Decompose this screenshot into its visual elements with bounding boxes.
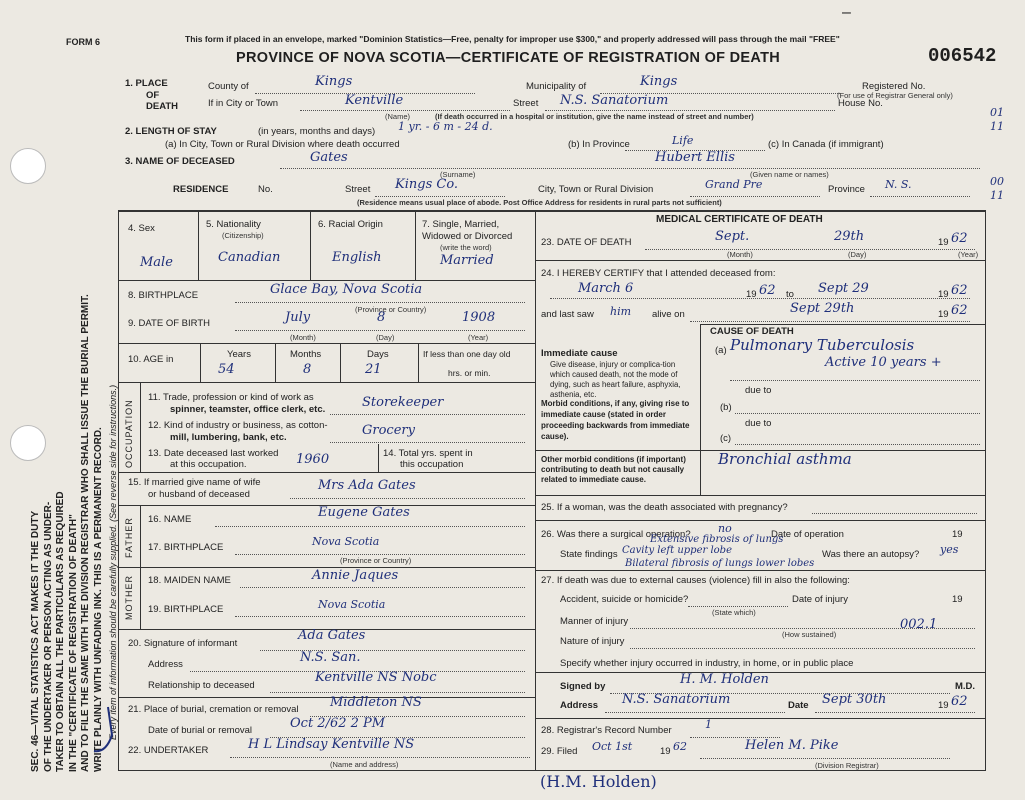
hospital-note: (If death occurred in a hospital or institution, give the name instead of street and number) [435,112,754,121]
age-days-label: Days [367,349,389,360]
attended-to-year: 62 [951,283,968,298]
informant-value: Ada Gates [298,628,366,643]
alive-year-value: 62 [951,303,968,318]
cause-a-line2: Active 10 years + [825,355,942,370]
residence-note: (Residence means usual place of abode. Post Office Address for residents in rural parts not sufficient) [357,198,722,207]
attended-from-year-prefix: 19 [746,289,757,300]
signed-by-label: Signed by [560,681,606,692]
informant-label: 20. Signature of informant [128,638,238,649]
death-month-value: Sept. [715,229,750,244]
father-birthplace-value: Nova Scotia [312,535,380,548]
death-day-caption: (Day) [848,250,867,259]
father-birthplace-label: 17. BIRTHPLACE [148,542,224,553]
industry-value: Grocery [362,423,415,438]
house-no-label: House No. [838,98,883,109]
alive-year-prefix: 19 [938,309,949,320]
length-stay-value: 1 yr. - 6 m - 24 d. [398,120,493,133]
attended-from-year: 62 [759,283,776,298]
surname-caption: (Surname) [440,170,476,179]
residence-city-label: City, Town or Rural Division [538,184,654,195]
street-value: N.S. Sanatorium [560,93,669,108]
side-line-3: TAKER TO OBTAIN ALL THE PARTICULARS AS REQUIRED [55,491,66,772]
dob-month-value: July [285,310,311,325]
municipality-label: Municipality of [526,81,587,92]
registered-no-label: Registered No. [862,81,926,92]
relationship-value: Kentville NS Nobc [315,670,437,685]
cause-title: CAUSE OF DEATH [710,326,794,337]
undertaker-caption: (Name and address) [330,760,399,769]
code-value: 002.1 [900,617,938,632]
filed-year-value: 62 [673,740,687,753]
hrs-min-label: hrs. or min. [448,368,491,378]
burial-place-value: Middleton NS [330,695,422,710]
dob-label: 9. DATE OF BIRTH [128,318,210,329]
cause-a-line1: Pulmonary Tuberculosis [730,336,915,354]
margin-number-4: 11 [990,189,1004,202]
county-value: Kings [315,74,353,89]
marital-value: Married [440,253,494,268]
age-years-value: 54 [218,362,235,377]
racial-label: 6. Racial Origin [318,219,383,230]
date-operation-label: Date of operation [771,529,844,540]
burial-place-label: 21. Place of burial, cremation or removal [128,704,299,715]
findings-line2: Cavity left upper lobe [622,545,732,556]
father-label: FATHER [124,517,134,558]
given-names-value: Hubert Ellis [655,150,735,165]
corner-mark: – [842,4,851,21]
undertaker-value: H L Lindsay Kentville NS [248,737,415,752]
residence-label: RESIDENCE [173,184,229,195]
trade-value: Storekeeper [362,395,444,410]
filed-value: Oct 1st [592,740,633,753]
attended-to-year-prefix: 19 [938,289,949,300]
nationality-value: Canadian [218,250,281,265]
record-number-value: 1 [705,718,712,731]
stay-b-label: (b) In Province [568,139,630,150]
other-morbid-label: Other morbid conditions (if important) contributing to death but not causally related to immediate cause. [541,455,686,484]
wife-label: 15. If married give name of wife [128,477,261,488]
state-findings-label: State findings [560,549,618,560]
death-year-value: 62 [951,231,968,246]
q29-label: 29. Filed [541,746,578,757]
city-town-label: If in City or Town [208,98,279,109]
informant-address-label: Address [148,659,183,670]
dob-year-value: 1908 [462,310,496,325]
father-birthplace-caption: (Province or Country) [340,556,412,565]
total-years-label: 14. Total yrs. spent in [383,448,473,459]
burial-date-label: Date of burial or removal [148,725,253,736]
form-number: FORM 6 [66,37,101,47]
age-months-label: Months [290,349,322,360]
specify-label: Specify whether injury occurred in industry, in home, or in public place [560,658,854,669]
serial-number: 006542 [928,45,997,67]
due-to-2: due to [745,418,772,429]
length-stay-sub: (in years, months and days) [258,126,376,137]
margin-number-3: 00 [990,175,1004,188]
racial-value: English [332,250,382,265]
sex-value: Male [140,255,173,270]
check-mark [86,705,116,755]
cause-b-label: (b) [720,402,732,413]
place-of-label: OF [146,90,160,101]
wife-value: Mrs Ada Gates [318,478,416,493]
side-instructions [30,294,105,772]
mother-birthplace-label: 19. BIRTHPLACE [148,604,224,615]
footnote-handwriting: (H.M. Holden) [540,772,657,791]
side-line-5: AND TO FILE THE SAME WITH THE DIVISION REGISTRAR WHO SHALL ISSUE THE BURIAL PERMIT. [80,294,91,772]
less-than-day-label: If less than one day old [423,349,511,359]
side-line-2: OF THE UNDERTAKER OR PERSON ACTING AS UNDER- [42,501,54,772]
surname-value: Gates [310,150,348,165]
q26-label: 26. Was there a surgical operation? [541,529,691,540]
municipality-value: Kings [640,74,678,89]
state-which-caption: (State which) [712,608,756,617]
due-to-1: due to [745,385,772,396]
page-title: PROVINCE OF NOVA SCOTIA—CERTIFICATE OF REGISTRATION OF DEATH [236,50,781,66]
date-operation-year: 19 [952,529,963,540]
father-name-label: 16. NAME [148,514,192,525]
last-worked-value: 1960 [296,452,330,467]
mother-label: MOTHER [124,575,134,620]
md-label: M.D. [955,681,976,692]
alive-on-value: Sept 29th [790,301,855,316]
industry-label: 12. Kind of industry or business, as cotton- [148,420,328,431]
nationality-label: 5. Nationality [206,219,261,230]
certify-label: 24. I HEREBY CERTIFY that I attended deceased from: [541,268,776,279]
medical-year-prefix: 19 [938,700,949,711]
birthplace-label: 8. BIRTHPLACE [128,290,199,301]
total-years-label-2: this occupation [400,459,464,470]
age-days-value: 21 [365,362,382,377]
punch-hole-top [10,148,46,184]
length-stay-label: 2. LENGTH OF STAY [125,126,217,137]
dob-day-value: 8 [377,310,386,325]
wife-label-2: or husband of deceased [148,489,250,500]
filed-year-prefix: 19 [660,746,671,757]
age-years-label: Years [227,349,251,360]
margin-number-1: 01 [990,106,1004,119]
residence-no-label: No. [258,184,273,195]
city-value: Kentville [345,93,404,108]
father-name-value: Eugene Gates [318,505,410,520]
birthplace-caption: (Province or Country) [355,305,427,314]
autopsy-label: Was there an autopsy? [822,549,920,560]
industry-label-2: mill, lumbering, bank, etc. [170,432,287,443]
residence-province-label: Province [828,184,865,195]
age-months-value: 8 [303,362,312,377]
side-line-4: IN THE "CERTIFICATE OF REGISTRATION OF DEATH" [67,514,79,772]
citizenship-caption: (Citizenship) [222,231,264,240]
side-note: Every item of information should be carefully supplied. (See reverse side for instructions.) [108,384,118,740]
cause-c-label: (c) [720,433,732,444]
last-saw-label: and last saw [541,309,594,320]
name-caption: (Name) [385,112,411,121]
in-province-value: Life [672,134,694,147]
last-saw-pronoun: him [610,305,632,318]
death-year-prefix: 19 [938,237,949,248]
dob-month-caption: (Month) [290,333,316,342]
date-injury-label: Date of injury [792,594,848,605]
given-names-caption: (Given name or names) [750,170,829,179]
morbid-label: Morbid conditions, if any, giving rise to immediate cause (stated in order proceeding backwards from immediate cause). [541,399,690,441]
side-line-6: WRITE PLAINLY WITH UNFADING INK. THIS IS A PERMANENT RECORD. [92,427,104,772]
attended-to-value: Sept 29 [818,281,869,296]
burial-date-value: Oct 2/62 2 PM [290,716,386,731]
other-cause-value: Bronchial asthma [718,450,852,468]
street-label: Street [513,98,539,109]
medical-date-label: Date [788,700,809,711]
q28-label: 28. Registrar's Record Number [541,725,672,736]
undertaker-label: 22. UNDERTAKER [128,745,209,756]
attended-to-label: to [786,289,794,300]
alive-on-label: alive on [652,309,685,320]
informant-address-value: N.S. San. [300,650,361,665]
residence-province-value: N. S. [885,178,912,191]
nature-label: Nature of injury [560,636,625,647]
date-injury-year: 19 [952,594,963,605]
sex-label: 4. Sex [128,223,155,234]
medical-address-label: Address [560,700,599,711]
immediate-cause-label: Immediate cause [541,348,618,359]
occupation-label: OCCUPATION [124,399,134,468]
trade-label-2: spinner, teamster, office clerk, etc. [170,404,326,415]
medical-date-value: Sept 30th [822,692,887,707]
name-deceased-label: 3. NAME OF DECEASED [125,156,235,167]
registrar-value: Helen M. Pike [745,738,839,753]
death-day-value: 29th [834,229,865,244]
mother-maiden-value: Annie Jaques [312,568,399,583]
signed-by-value: H. M. Holden [680,672,769,687]
date-death-label: 23. DATE OF DEATH [541,237,632,248]
birthplace-value: Glace Bay, Nova Scotia [270,282,423,297]
q27-label: 27. If death was due to external causes (violence) fill in also the following: [541,575,850,586]
trade-label: 11. Trade, profession or kind of work as [148,392,314,403]
attended-from-value: March 6 [578,281,634,296]
stay-c-label: (c) In Canada (if immigrant) [768,139,884,150]
how-sustained-caption: (How sustained) [782,630,837,639]
last-worked-label-2: at this occupation. [170,459,247,470]
age-label: 10. AGE in [128,354,174,365]
immediate-cause-sub: Give disease, injury or complica-tion which caused death, not the mode of dying, such as heart failure, asphyxia, asthenia, etc. [550,360,681,399]
dob-year-caption: (Year) [468,333,489,342]
mother-maiden-label: 18. MAIDEN NAME [148,575,231,586]
findings-line1: Extensive fibrosis of lungs [650,534,784,545]
county-label: County of [208,81,249,92]
manner-label: Manner of injury [560,616,629,627]
operation-value: no [718,522,732,535]
division-registrar-caption: (Division Registrar) [815,761,879,770]
findings-line3: Bilateral fibrosis of lungs lower lobes [625,558,815,569]
death-year-caption: (Year) [958,250,979,259]
dob-day-caption: (Day) [376,333,395,342]
cause-a-label: (a) [715,345,727,356]
q25-label: 25. If a woman, was the death associated with pregnancy? [541,502,788,513]
margin-number-2: 11 [990,120,1004,133]
residence-city-value: Grand Pre [705,178,763,191]
death-month-caption: (Month) [727,250,753,259]
medical-address-value: N.S. Sanatorium [622,692,731,707]
registrar-general-note: (For use of Registrar General only) [837,91,953,100]
residence-street-label: Street [345,184,371,195]
write-word-caption: (write the word) [440,243,492,252]
death-label: DEATH [146,101,179,112]
last-worked-label: 13. Date deceased last worked [148,448,279,459]
mailing-notice: This form if placed in an envelope, marked "Dominion Statistics—Free, penalty for improper use $300," and properly addressed will pass through the mail "FREE" [185,34,840,44]
place-label: 1. PLACE [125,78,168,89]
residence-street-value: Kings Co. [395,177,459,192]
accident-label: Accident, suicide or homicide? [560,594,689,605]
side-line-1: SEC. 46—VITAL STATISTICS ACT MAKES IT THE DUTY [30,510,41,772]
autopsy-value: yes [940,543,959,556]
relationship-label: Relationship to deceased [148,680,255,691]
marital-label: 7. Single, Married, Widowed or Divorced [422,219,513,242]
medical-certificate-title: MEDICAL CERTIFICATE OF DEATH [656,214,823,225]
medical-year-value: 62 [951,694,968,709]
mother-birthplace-value: Nova Scotia [318,598,386,611]
stay-a-label: (a) In City, Town or Rural Division where death occurred [165,139,400,150]
